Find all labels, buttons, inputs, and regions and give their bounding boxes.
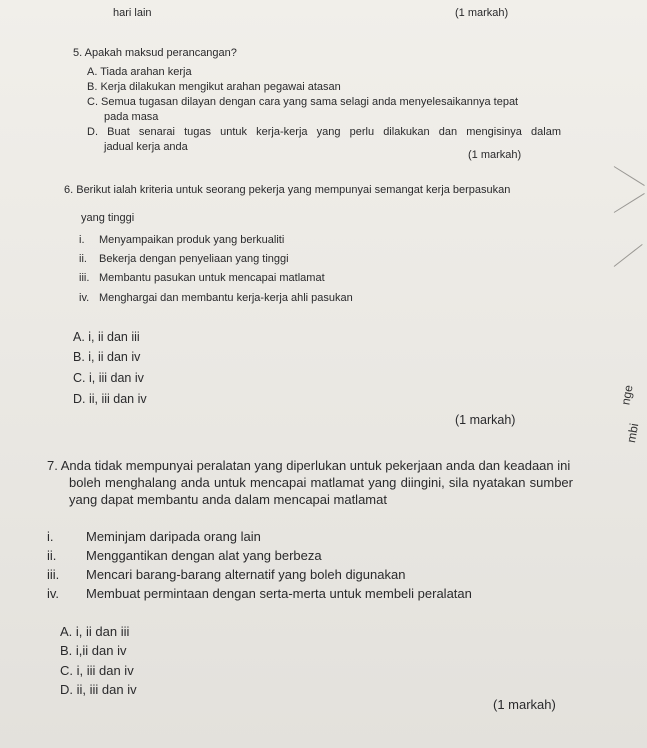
q6-option-d: D. ii, iii dan iv xyxy=(73,392,147,406)
q6-stem-line2: yang tinggi xyxy=(81,212,135,224)
q5-option-c-line2: pada masa xyxy=(104,111,159,123)
q6-item-text: Membantu pasukan untuk mencapai matlamat xyxy=(99,272,325,284)
q6-option-c: C. i, iii dan iv xyxy=(73,371,144,385)
q6-stem-line1: 6. Berikut ialah kriteria untuk seorang pekerja yang mempunyai semangat kerja berpasukan xyxy=(64,184,511,196)
prev-option-text: hari lain xyxy=(113,7,152,19)
q7-option-a: A. i, ii dan iii xyxy=(60,624,130,639)
q7-option-c: C. i, iii dan iv xyxy=(60,663,134,678)
q6-option-a: A. i, ii dan iii xyxy=(73,330,140,344)
marks-label: (1 markah) xyxy=(455,7,509,19)
q7-item-num: iv. xyxy=(47,586,60,601)
q6-item-text: Menyampaikan produk yang berkualiti xyxy=(99,234,285,246)
q6-option-b: B. i, ii dan iv xyxy=(73,350,141,364)
q5-option-a: A. Tiada arahan kerja xyxy=(87,66,192,78)
q5-option-c-line1: C. Semua tugasan dilayan dengan cara yang sama selagi anda menyelesaikannya tepat xyxy=(87,96,519,108)
q7-item-text: Menggantikan dengan alat yang berbeza xyxy=(86,548,322,563)
q5-option-b: B. Kerja dilakukan mengikut arahan pegawai atasan xyxy=(87,81,341,93)
edge-text: nge xyxy=(618,383,636,407)
edge-line xyxy=(614,193,645,213)
q7-stem-line2: boleh menghalang anda untuk mencapai matlamat yang diingini, sila nyatakan sumber xyxy=(69,475,573,490)
q7-item-num: ii. xyxy=(47,548,57,563)
q7-marks: (1 markah) xyxy=(493,697,556,712)
q6-item-num: iv. xyxy=(79,292,90,304)
q7-item-text: Mencari barang-barang alternatif yang boleh digunakan xyxy=(86,567,406,582)
q7-stem-line3: yang dapat membantu anda dalam mencapai matlamat xyxy=(69,492,387,507)
q6-item-num: iii. xyxy=(79,272,90,284)
q6-item-num: i. xyxy=(79,234,85,246)
q5-stem: 5. Apakah maksud perancangan? xyxy=(73,47,237,59)
q5-marks: (1 markah) xyxy=(468,149,522,161)
q5-option-d-line1: D. Buat senarai tugas untuk kerja-kerja yang perlu dilakukan dan mengisinya dalam xyxy=(87,126,561,138)
q7-option-d: D. ii, iii dan iv xyxy=(60,682,137,697)
q6-item-num: ii. xyxy=(79,253,87,265)
q7-item-text: Membuat permintaan dengan serta-merta untuk membeli peralatan xyxy=(86,586,472,601)
q7-option-b: B. i,ii dan iv xyxy=(60,643,127,658)
edge-line xyxy=(614,166,645,186)
q6-marks: (1 markah) xyxy=(455,413,516,427)
q7-stem-line1: 7. Anda tidak mempunyai peralatan yang diperlukan untuk pekerjaan anda dan keadaan ini xyxy=(47,458,571,473)
q6-item-text: Bekerja dengan penyeliaan yang tinggi xyxy=(99,253,289,265)
q7-item-text: Meminjam daripada orang lain xyxy=(86,529,261,544)
edge-line xyxy=(614,244,643,267)
q7-item-num: i. xyxy=(47,529,54,544)
q5-option-d-line2: jadual kerja anda xyxy=(104,141,188,153)
q7-item-num: iii. xyxy=(47,567,60,582)
edge-text: mbi xyxy=(624,422,642,444)
q6-item-text: Menghargai dan membantu kerja-kerja ahli pasukan xyxy=(99,292,353,304)
